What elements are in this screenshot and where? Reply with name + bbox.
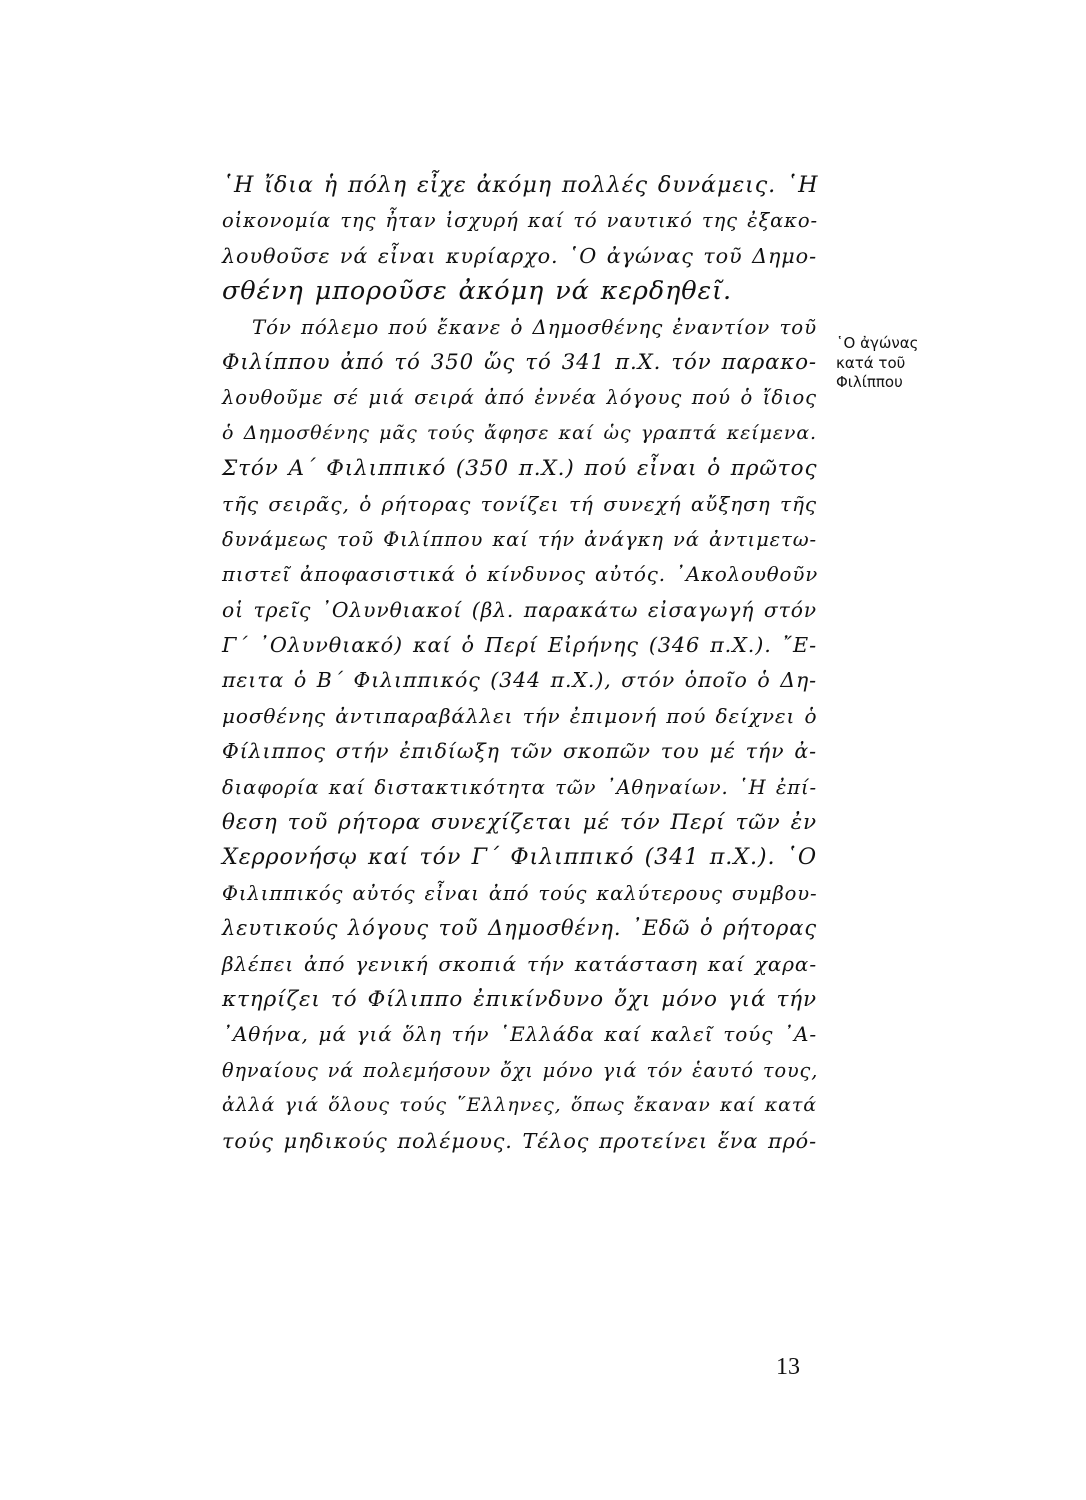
- text-line: Τόν πόλεμο πού ἔκανε ὁ Δημοσθένης ἐναντίον τοῦ: [252, 315, 817, 339]
- text-line: λουθοῦσε νά εἶναι κυρίαρχο. ῾Ο ἀγώνας τοῦ Δημο-: [222, 243, 817, 268]
- text-line: μοσθένης ἀντιπαραβάλλει τήν ἐπιμονή πού δείχνει ὁ: [222, 703, 818, 728]
- text-line: Φίλιππος στήν ἐπιδίωξη τῶν σκοπῶν του μέ τήν ἀ-: [222, 739, 817, 764]
- text-line: λουθοῦμε σέ μιά σειρά ἀπό ἐννέα λόγους πού ὁ ἴδιος: [222, 386, 817, 410]
- text-line: θεση τοῦ ρήτορα συνεχίζεται μέ τόν Περί τῶν ἐν: [222, 810, 817, 836]
- text-line: ᾿Αθήνα, μά γιά ὅλη τήν ῾Ελλάδα καί καλεῖ τούς ᾿Α-: [222, 1022, 817, 1047]
- page-number: 13: [776, 1354, 800, 1380]
- text-line: θηναίους νά πολεμήσουν ὄχι μόνο γιά τόν ἑαυτό τους,: [222, 1058, 819, 1082]
- text-line: ὁ Δημοσθένης μᾶς τούς ἄφησε καί ὡς γραπτά κείμενα.: [222, 421, 817, 444]
- text-line: τούς μηδικούς πολέμους. Τέλος προτείνει ἕνα πρό-: [222, 1128, 817, 1153]
- text-line: ἀλλά γιά ὅλους τούς ῞Ελληνες, ὅπως ἔκαναν καί κατά: [222, 1094, 817, 1117]
- text-line: διαφορία καί διστακτικότητα τῶν ᾿Αθηναίων. ῾Η ἐπί-: [222, 775, 817, 799]
- text-line: οἱ τρεῖς ᾿Ολυνθιακοί (βλ. παρακάτω εἰσαγωγή στόν: [222, 597, 817, 622]
- margin-note: [836, 334, 956, 393]
- text-line: οἰκονομία της ἦταν ἰσχυρή καί τό ναυτικό της ἐξακο-: [222, 209, 818, 233]
- text-line: Στόν Α΄ Φιλιππικό (350 π.Χ.) πού εἶναι ὁ πρῶτος: [222, 456, 818, 482]
- margin-note-line: κατά τοῦ: [836, 353, 906, 372]
- text-line: βλέπει ἀπό γενική σκοπιά τήν κατάσταση καί χαρα-: [222, 951, 817, 976]
- text-line: Χερρονήσῳ καί τόν Γ΄ Φιλιππικό (341 π.Χ.). ῾Ο: [222, 844, 817, 871]
- body-text: [222, 168, 817, 1159]
- text-line: τῆς σειρᾶς, ὁ ρήτορας τονίζει τή συνεχή αὔξηση τῆς: [222, 491, 817, 516]
- margin-note-line: ῾Ο ἀγώνας: [836, 334, 919, 352]
- text-line: Γ΄ ᾿Ολυνθιακό) καί ὁ Περί Εἰρήνης (346 π.Χ.). ῎Ε-: [222, 633, 817, 658]
- text-line: πιστεῖ ἀποφασιστικά ὁ κίνδυνος αὐτός. ᾿Ακολουθοῦν: [222, 563, 819, 587]
- text-line: λευτικούς λόγους τοῦ Δημοσθένη. ᾿Εδῶ ὁ ρήτορας: [222, 916, 817, 941]
- text-line: Φιλιππικός αὐτός εἶναι ἀπό τούς καλύτερους συμβου-: [222, 881, 818, 905]
- text-line: ῾Η ἴδια ἡ πόλη εἶχε ἀκόμη πολλές δυνάμεις. ῾Η: [222, 172, 819, 198]
- text-line: δυνάμεως τοῦ Φιλίππου καί τήν ἀνάγκη νά ἀντιμετω-: [222, 527, 817, 551]
- text-line: Φιλίππου ἀπό τό 350 ὥς τό 341 π.Χ. τόν παρακο-: [222, 349, 817, 375]
- margin-note-line: Φιλίππου: [836, 373, 903, 391]
- text-line: κτηρίζει τό Φίλιππο ἐπικίνδυνο ὄχι μόνο γιά τήν: [222, 986, 817, 1012]
- text-line: πειτα ὁ Β΄ Φιλιππικός (344 π.Χ.), στόν ὁποῖο ὁ Δη-: [222, 668, 817, 693]
- text-line: σθένη μποροῦσε ἀκόμη νά κερδηθεῖ.: [222, 276, 732, 307]
